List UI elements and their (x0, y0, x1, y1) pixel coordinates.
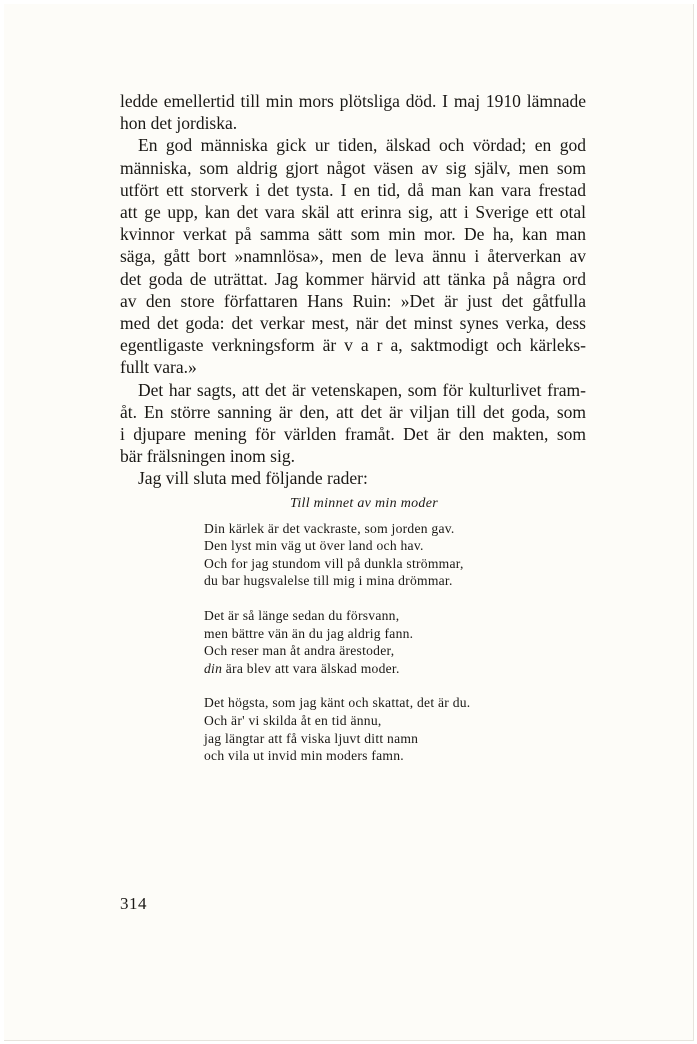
text-line: bär frälsningen inom sig. (120, 446, 295, 467)
text-line: med det goda: det verkar mest, när det minst synes verka, dess (120, 313, 586, 334)
poem-verse: Och reser man åt andra ärestoder, (204, 643, 395, 659)
paragraph-2 (120, 134, 586, 378)
text-line: utfört ett storverk i det tysta. I en tid, då man kan vara frestad (120, 179, 586, 200)
text-line: åt. En större sanning är den, att det är viljan till det goda, som (120, 401, 586, 422)
book-page (4, 4, 694, 1041)
poem-verse: du bar hugsvalelse till mig i mina drömmar. (204, 573, 453, 589)
poem-verse: Din kärlek är det vackraste, som jorden gav. (204, 520, 455, 536)
paragraph-1 (120, 90, 586, 134)
text-line: Det har sagts, att det är vetenskapen, som för kulturlivet fram- (138, 379, 586, 400)
text-line: hon det jordiska. (120, 113, 238, 134)
body-text (120, 90, 586, 490)
text-line: fullt vara.» (120, 357, 197, 378)
poem-verse: och vila ut invid min moders famn. (204, 748, 404, 764)
text-line: att ge upp, kan det vara skäl att erinra sig, att i Sverige ett otal (120, 202, 586, 223)
text-line: egentligaste verkningsform är v a r a, saktmodigt och kärleks- (120, 335, 586, 356)
poem-verse: Och är' vi skilda åt en tid ännu, (204, 712, 382, 728)
poem-verse: Det är så länge sedan du försvann, (204, 607, 400, 623)
text-line: det goda de uträttat. Jag kommer härvid att tänka på några ord (120, 268, 586, 289)
poem-verse: Det högsta, som jag känt och skattat, det är du. (204, 695, 471, 711)
poem-title: Till minnet av min moder (290, 496, 438, 511)
poem-verse: Den lyst min väg ut över land och hav. (204, 538, 424, 554)
poem-stanza-1 (204, 520, 564, 590)
verse-remainder: ära blev att vara älskad moder. (222, 660, 400, 676)
text-line: säga, gått bort »namnlösa», men de leva ännu i återverkan av (120, 246, 586, 267)
poem-verse: men bättre vän än du jag aldrig fann. (204, 625, 414, 641)
poem-verse: jag längtar att få viska ljuvt ditt namn (204, 730, 419, 746)
poem-stanza-3 (204, 694, 564, 764)
text-line: av den store författaren Hans Ruin: »Det är just det gåtfulla (120, 290, 586, 311)
poem (204, 495, 564, 782)
paragraph-3 (120, 379, 586, 468)
text-line: En god människa gick ur tiden, älskad och vördad; en god (138, 135, 586, 156)
text-line: kvinnor verkat på samma sätt som min mor. De ha, kan man (120, 224, 586, 245)
page-number: 314 (120, 894, 147, 913)
text-line: människa, som aldrig gjort något väsen av sig själv, men som (120, 157, 586, 178)
poem-stanza-2 (204, 607, 564, 677)
poem-verse-emphasis (204, 660, 564, 678)
poem-verse: Och for jag stundom vill på dunkla strömmar, (204, 555, 464, 571)
text-line: ledde emellertid till min mors plötsliga död. I maj 1910 lämnade (120, 91, 586, 111)
emphasized-word: din (204, 660, 223, 676)
paragraph-4 (120, 467, 586, 489)
text-line: i djupare mening för världen framåt. Det är den makten, som (120, 424, 586, 445)
text-line: Jag vill sluta med följande rader: (138, 468, 368, 489)
